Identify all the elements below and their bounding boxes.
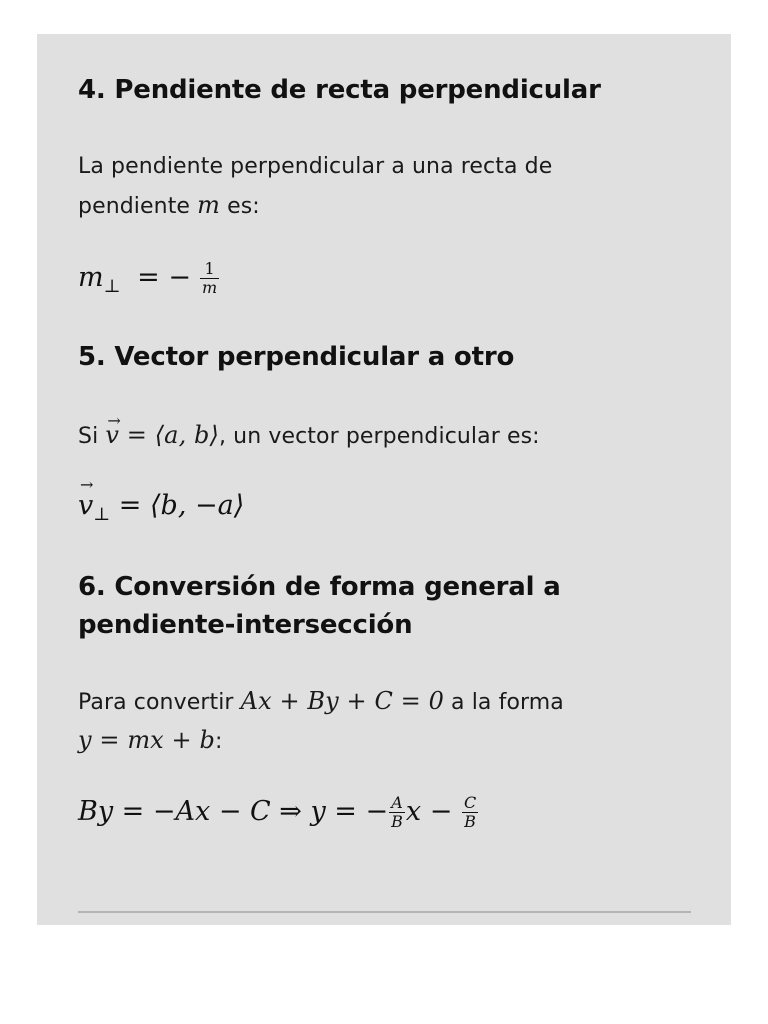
eq-part-2: x −: [405, 796, 453, 827]
perpendicular-slope-equation: [78, 260, 220, 297]
text-fragment: a la forma: [443, 690, 564, 715]
perp-subscript: ⊥: [103, 276, 121, 297]
conversion-equation: [78, 794, 479, 831]
section-6-text-line-2: [78, 721, 222, 761]
text-fragment: , un vector perpendicular es:: [218, 424, 540, 449]
eq-rhs: = ⟨b, −a⟩: [118, 490, 245, 521]
perp-subscript: ⊥: [93, 504, 111, 525]
section-4-text-line-2: [78, 186, 260, 226]
text-fragment: es:: [220, 194, 260, 219]
fraction-denominator: B: [464, 812, 476, 831]
fraction-denominator: B: [391, 812, 403, 831]
perpendicular-vector-equation: [78, 490, 244, 525]
eq-part-1: By = −Ax − C ⇒ y = −: [78, 796, 389, 827]
section-4-text-line-1: La pendiente perpendicular a una recta de: [78, 154, 553, 179]
fraction-denominator: m: [201, 278, 218, 297]
text-fragment: pendiente: [78, 194, 198, 219]
fraction-numerator: 1: [200, 260, 219, 279]
text-fragment: :: [214, 729, 223, 754]
section-6-text-line-1: [78, 682, 564, 722]
fraction-c-over-b: [462, 794, 478, 831]
fraction-numerator: A: [389, 794, 405, 813]
section-5-heading: 5. Vector perpendicular a otro: [78, 342, 515, 372]
section-divider: [78, 911, 691, 913]
general-form-equation: Ax + By + C = 0: [240, 687, 444, 715]
text-fragment: Si: [78, 424, 106, 449]
math-variable-m: m: [197, 191, 221, 219]
vector-definition: = ⟨a, b⟩: [119, 421, 219, 449]
eq-vector-v: → v: [78, 490, 93, 521]
fraction-a-over-b: [389, 794, 405, 831]
section-6-heading-line-2: pendiente-intersección: [78, 610, 413, 640]
section-6-heading-line-1: 6. Conversión de forma general a: [78, 572, 561, 602]
slope-intercept-form: y = mx + b: [78, 726, 215, 754]
fraction-numerator: C: [463, 793, 477, 812]
eq-lhs: m: [78, 262, 104, 293]
text-fragment: Para convertir: [78, 690, 241, 715]
vector-v: → v: [105, 416, 119, 455]
content-card: [37, 34, 731, 925]
fraction-1-over-m: [200, 260, 219, 297]
eq-relation: = −: [137, 262, 191, 293]
section-4-heading: 4. Pendiente de recta perpendicular: [78, 75, 601, 105]
section-5-text: [78, 416, 540, 456]
